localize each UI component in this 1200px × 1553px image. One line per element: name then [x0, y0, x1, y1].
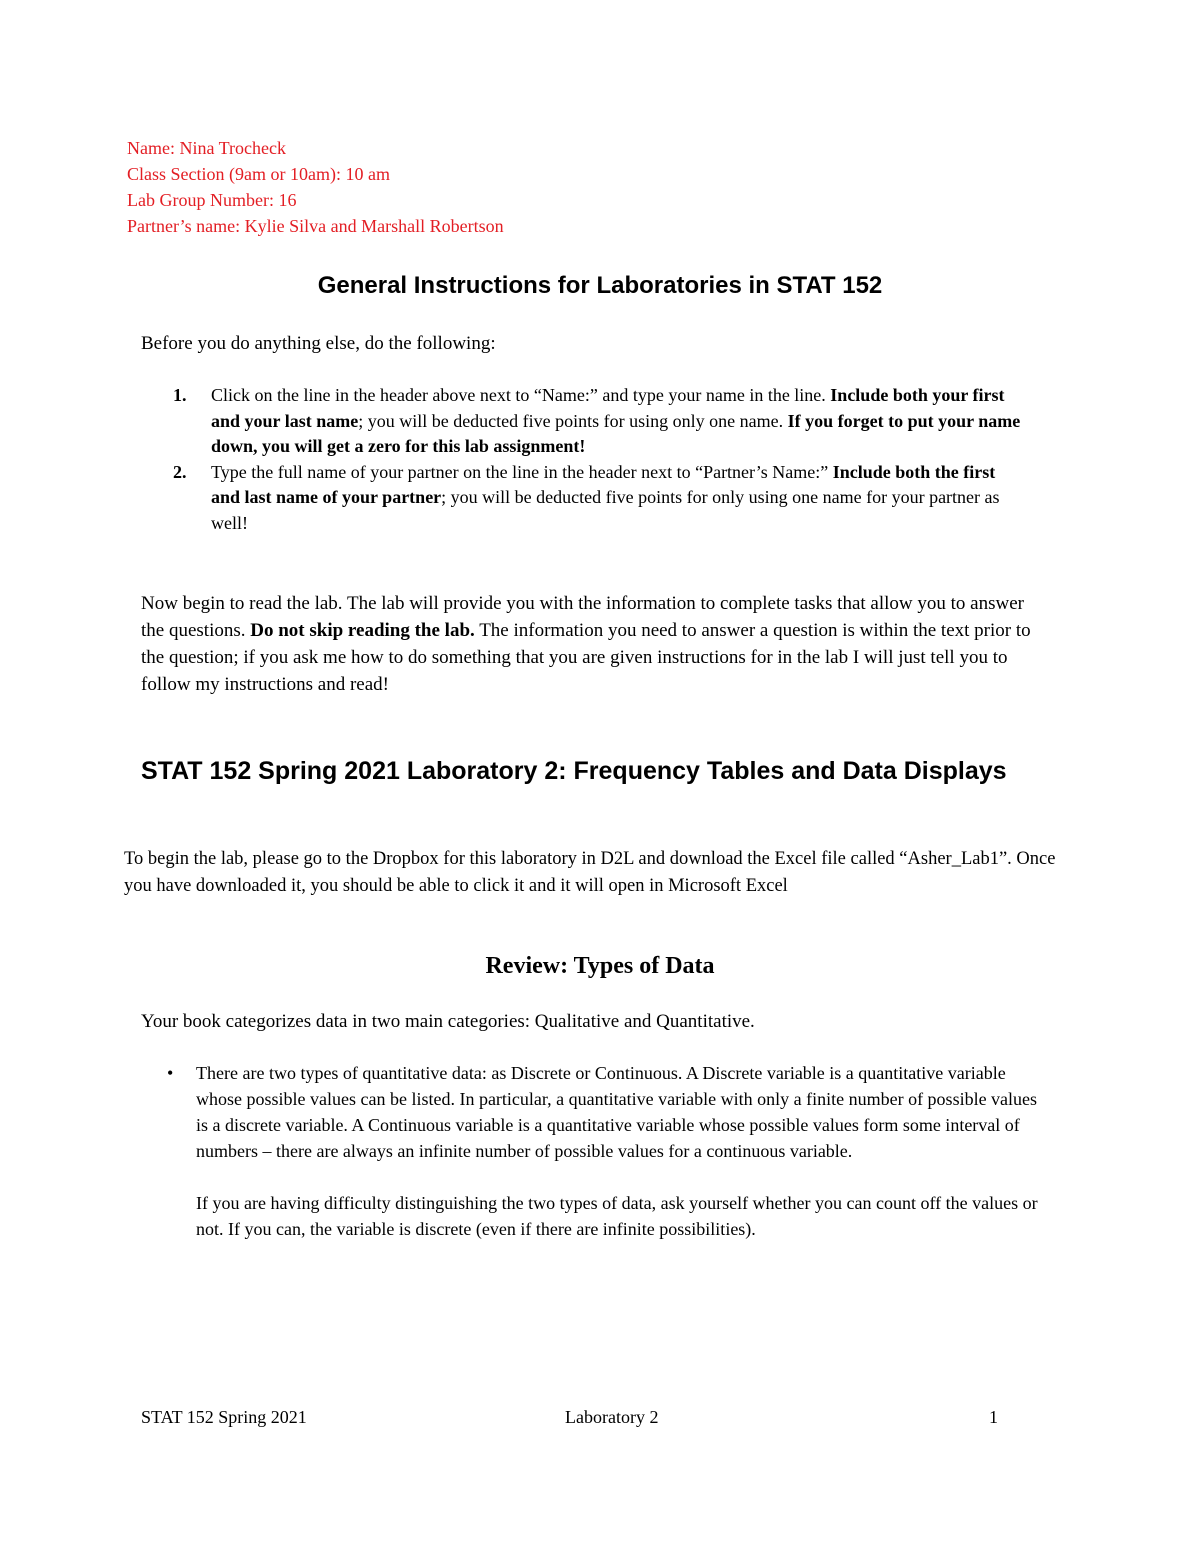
review-title: Review: Types of Data [485, 953, 715, 979]
bullet-icon: • [167, 1063, 174, 1083]
list-item-text: ; you will be deducted five points for using only one name. [358, 410, 784, 431]
list-item-bold: If you forget to put your name down, you will get a zero for this lab assignment! [211, 410, 1021, 456]
list-item-text: ; you will be deducted five points for only using one name for your partner as well! [211, 487, 1000, 533]
bullet-content [141, 1060, 1051, 1242]
list-item-text: Click on the line in the header above next to “Name:” and type your name in the line. [211, 385, 826, 405]
review-bullet [141, 1060, 1051, 1242]
list-item [141, 460, 1021, 537]
footer-course: STAT 152 Spring 2021 [141, 1407, 307, 1427]
bullet-paragraph: If you are having difficulty distinguishing the two types of data, ask yourself whether you can count off the values or not. If you can, the variable is discrete (even if there are infinite possibilities). [196, 1193, 1038, 1239]
footer-page-number: 1 [989, 1407, 998, 1427]
class-section-line: Class Section (9am or 10am): 10 am [127, 164, 390, 184]
paragraph-text: The information you need to answer a question is within the text prior to the question; if you ask me how to do something that you are given instructions for in the lab I will just tell you to follow my instructions and read! [141, 620, 1031, 695]
list-item-bold: Include both your first and your last name [211, 385, 1005, 431]
list-item-text: Type the full name of your partner on the line in the header next to “Partner’s Name:” [211, 461, 829, 482]
review-intro-text: Your book categorizes data in two main categories: Qualitative and Quantitative. [141, 1011, 755, 1032]
instructions-list [141, 383, 1021, 536]
general-instructions-title: General Instructions for Laboratories in STAT 152 [317, 272, 883, 299]
list-number: 2. [173, 461, 187, 482]
paragraph-bold: Do not skip reading the lab. [250, 620, 475, 641]
list-item-bold: Include both the first and last name of your partner [211, 461, 996, 507]
list-item [141, 383, 1021, 460]
student-name-line: Name: Nina Trocheck [127, 138, 286, 158]
paragraph-text: Now begin to read the lab. The lab will provide you with the information to complete tasks that allow you to answer the questions. [141, 593, 1024, 641]
partner-name-line: Partner’s name: Kylie Silva and Marshall Robertson [127, 216, 504, 236]
student-info-header [127, 135, 504, 239]
footer-lab: Laboratory 2 [565, 1407, 659, 1427]
bullet-paragraph: There are two types of quantitative data: as Discrete or Continuous. A Discrete variable is a quantitative variable whose possible values can be listed. In particular, a quantitative variable with only a finite number of possible values is a discrete variable. A Continuous variable is a quantitative variable whose possible values form some interval of numbers – there are always an infinite number of possible values for a continuous variable. [196, 1063, 1038, 1161]
lab-begin-paragraph: To begin the lab, please go to the Dropbox for this laboratory in D2L and download the Excel file called “Asher_Lab1”. Once you have downloaded it, you should be able to click it and it will open in Microsoft Excel [124, 849, 1056, 896]
list-number: 1. [173, 385, 187, 405]
lab-title: STAT 152 Spring 2021 Laboratory 2: Frequency Tables and Data Displays [141, 757, 1007, 785]
lab-group-line: Lab Group Number: 16 [127, 190, 297, 210]
general-intro-text: Before you do anything else, do the following: [141, 333, 496, 354]
reading-instructions-paragraph [141, 590, 1041, 698]
